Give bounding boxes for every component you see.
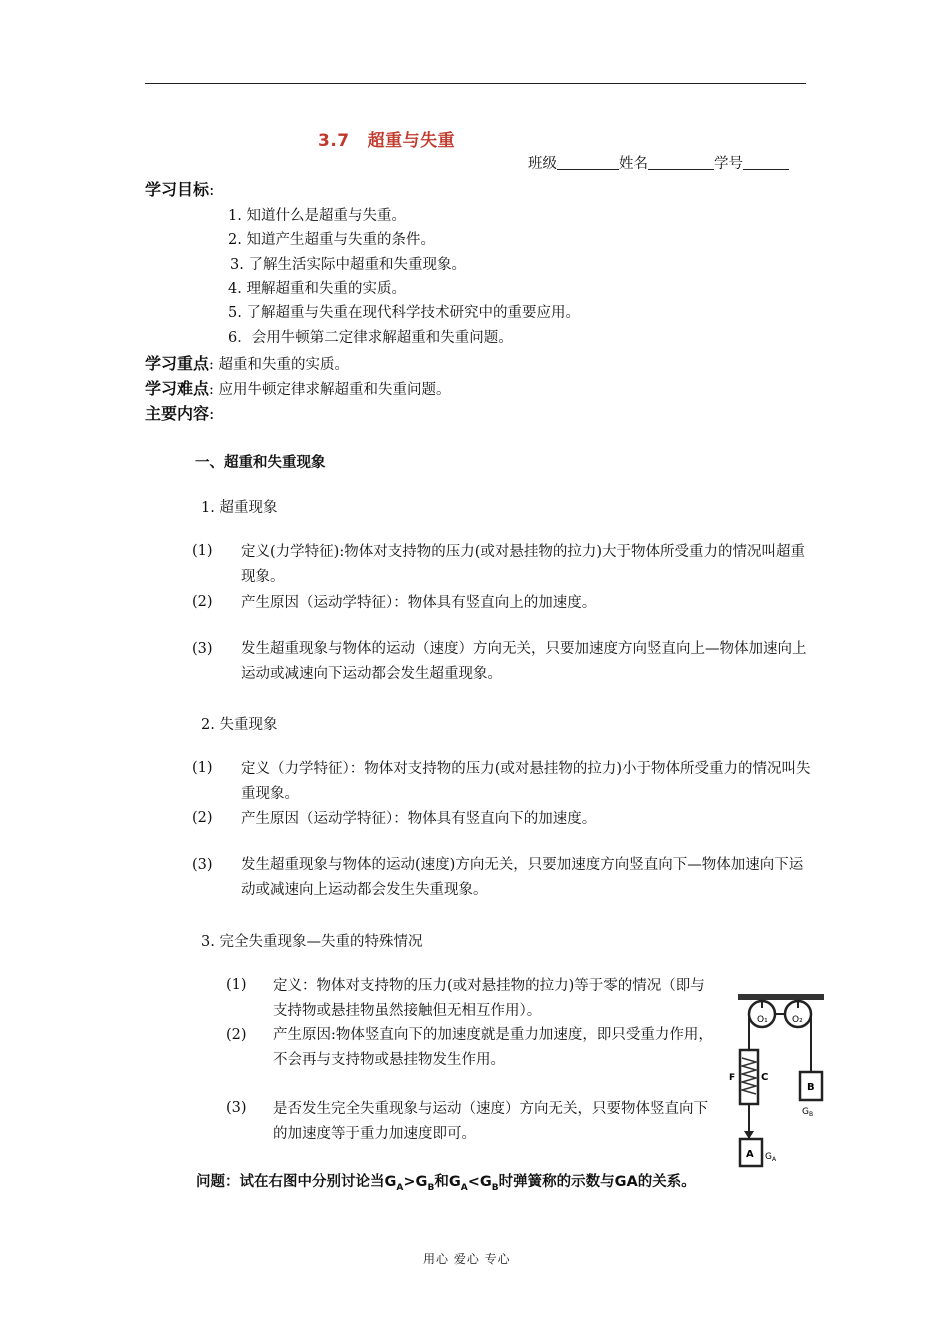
page-title: [318, 126, 455, 151]
objective-item: 2. 知道产生超重与失重的条件。: [228, 232, 435, 248]
question-suffix: 时弹簧称的示数与GA的关系。: [498, 1174, 696, 1190]
item-number: (3): [226, 1100, 247, 1116]
weight-a-label: $G_A$: [765, 1152, 777, 1163]
name-label: 姓名: [619, 156, 648, 172]
title-text: 超重与失重: [367, 131, 456, 151]
item-number: (3): [192, 857, 213, 873]
weight-b-label: $G_B$: [802, 1107, 814, 1118]
pulley-o2-label: O₂: [792, 1015, 803, 1025]
question-ga-sub: A: [396, 1182, 404, 1193]
pulley-o1-label: O₁: [757, 1015, 768, 1025]
main-content-heading-text: 主要内容: [145, 404, 210, 423]
key-point-text: : 超重和失重的实质。: [209, 357, 350, 373]
question-prefix: 问题：试在右图中分别讨论当: [196, 1174, 385, 1190]
objectives-colon: :: [209, 180, 215, 199]
main-content-colon: :: [209, 404, 215, 423]
difficulty-heading: 学习难点: [145, 379, 210, 398]
key-point-heading: 学习重点: [145, 354, 210, 373]
question: [196, 1170, 696, 1193]
objective-item: 6．会用牛顿第二定律求解超重和失重问题。: [228, 330, 513, 346]
question-gb2: G: [479, 1174, 492, 1190]
explanation-paragraph: 发生超重现象与物体的运动（速度）方向无关，只要加速度方向竖直向上—物体加速向上运动或减速向下运动都会发生超重现象。: [241, 641, 807, 682]
explanation-paragraph: 是否发生完全失重现象与运动（速度）方向无关，只要物体竖直向下的加速度等于重力加速度即可。: [273, 1101, 708, 1142]
question-ga: G: [384, 1174, 397, 1190]
subsection-title: 2. 失重现象: [201, 717, 278, 733]
cause-paragraph: 产生原因:物体竖直向下的加速度就是重力加速度，即只受重力作用，不会再与支持物或悬挂物发生作用。: [273, 1027, 713, 1068]
pulley-spring-figure: [728, 988, 826, 1176]
cause-paragraph: 产生原因（运动学特征）：物体具有竖直向上的加速度。: [241, 595, 597, 611]
question-gt: >: [403, 1174, 416, 1190]
header-rule: [145, 83, 806, 84]
class-field[interactable]: [557, 155, 619, 170]
block-b-label: B: [807, 1082, 815, 1093]
item-number: (1): [192, 543, 213, 559]
objective-item: 1. 知道什么是超重与失重。: [228, 208, 406, 224]
objectives-heading-text: 学习目标: [145, 180, 210, 199]
cause-paragraph: 产生原因（运动学特征）：物体具有竖直向下的加速度。: [241, 811, 597, 827]
objectives-heading: [145, 177, 214, 200]
item-number: (1): [192, 760, 213, 776]
ceiling-bar: [738, 994, 824, 1000]
question-lt: <: [467, 1174, 480, 1190]
definition-paragraph: 定义（力学特征）：物体对支持物的压力(或对悬挂物的拉力)小于物体所受重力的情况叫失重现象。: [241, 761, 811, 802]
item-number: (3): [192, 641, 213, 657]
question-gb-sub: B: [427, 1182, 435, 1193]
question-ga2-sub: A: [460, 1182, 468, 1193]
definition-paragraph: 定义：物体对支持物的压力(或对悬挂物的拉力)等于零的情况（即与支持物或悬挂物虽然接触但无相互作用）。: [273, 978, 705, 1019]
difficulty-text: : 应用牛顿定律求解超重和失重问题。: [209, 382, 451, 398]
id-label: 学号: [714, 156, 743, 172]
scale-c-label: C: [761, 1072, 769, 1083]
question-gb2-sub: B: [491, 1182, 499, 1193]
item-number: (2): [226, 1027, 247, 1043]
objective-item: 4. 理解超重和失重的实质。: [228, 281, 406, 297]
student-fields: [528, 152, 789, 173]
page-footer: 用心 爱心 专心: [423, 1252, 511, 1266]
explanation-paragraph: 发生超重现象与物体的运动(速度)方向无关，只要加速度方向竖直向下—物体加速向下运动或减速向上运动都会发生失重现象。: [241, 857, 804, 898]
definition-paragraph: 定义(力学特征):物体对支持物的压力(或对悬挂物的拉力)大于物体所受重力的情况叫超重现象。: [241, 544, 806, 585]
name-field[interactable]: [648, 155, 714, 170]
subsection-title: 1. 超重现象: [201, 500, 278, 516]
question-ga2: G: [448, 1174, 461, 1190]
difficulty: [145, 376, 451, 399]
question-gb: G: [415, 1174, 428, 1190]
objective-item: 5. 了解超重与失重在现代科学技术研究中的重要应用。: [228, 305, 580, 321]
item-number: (2): [192, 594, 213, 610]
subsection-title: 3. 完全失重现象—失重的特殊情况: [201, 934, 423, 950]
class-label: 班级: [528, 156, 557, 172]
section-title: 一、超重和失重现象: [195, 455, 326, 471]
id-field[interactable]: [743, 155, 789, 170]
item-number: (2): [192, 810, 213, 826]
item-number: (1): [226, 977, 247, 993]
key-point: [145, 351, 349, 374]
main-content-heading: [145, 401, 214, 424]
spring-force-label: F: [729, 1073, 736, 1083]
objective-item: 3. 了解生活实际中超重和失重现象。: [230, 257, 466, 273]
title-number: 3.7: [318, 131, 350, 151]
block-a-label: A: [746, 1149, 754, 1160]
question-and: 和: [434, 1174, 449, 1190]
